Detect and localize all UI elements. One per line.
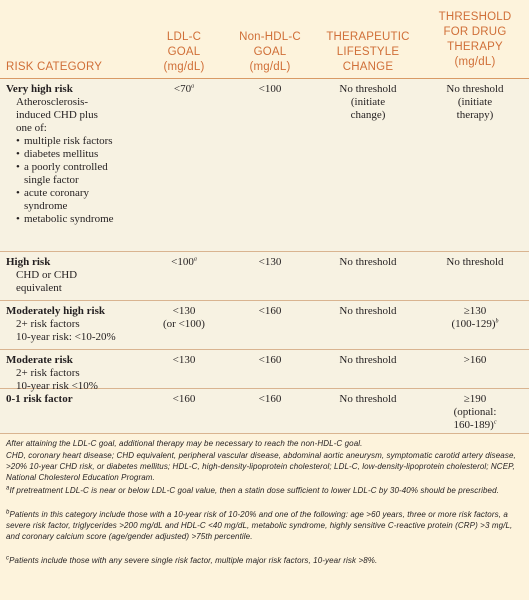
- drug-threshold-cell: ≥130 (100-129)$^b$: [451, 305, 499, 330]
- risk-category-cell: 0-1 risk factor: [6, 393, 73, 405]
- table-row-very-high-risk: [0, 79, 529, 252]
- risk-description: 2+ risk factors 10-year risk: <10-20%: [16, 318, 116, 343]
- table-row-moderately-high-risk: [0, 301, 529, 350]
- drug-threshold-cell: >160: [463, 354, 487, 366]
- list-item: • a poorly controlled single factor: [16, 161, 151, 187]
- drug-threshold-cell: ≥190 (optional: 160-189)$^c$: [453, 393, 497, 431]
- risk-category-cell: Moderately high risk 2+ risk factors 10-year risk: <10-20%: [6, 305, 151, 344]
- ldl-goal-cell: <130: [172, 354, 196, 366]
- ldl-goal-cell: <100$^a$: [171, 256, 197, 268]
- table-header: [0, 0, 529, 79]
- footnote-marker: b: [495, 318, 499, 325]
- lifestyle-cell: No threshold: [339, 256, 397, 268]
- list-item: • diabetes mellitus: [16, 148, 151, 161]
- ldl-goal-cell: <70$^a$: [173, 83, 195, 95]
- risk-factor-list: [6, 135, 151, 226]
- drug-threshold-cell: No threshold (initiate therapy): [446, 83, 504, 121]
- list-item: • metabolic syndrome: [16, 213, 151, 226]
- table-footnotes: [0, 434, 529, 600]
- ldl-goal-cell: <160: [172, 393, 196, 405]
- list-item: • acute coronary syndrome: [16, 187, 151, 213]
- footnote-marker: a: [191, 83, 195, 90]
- nonhdl-goal-cell: <160: [258, 354, 282, 366]
- header-risk-category: RISK CATEGORY: [6, 61, 103, 73]
- footnote-a: $^a$If pretreatment LDL-C is near or below LDL-C goal value, then a statin dose sufficient to lower LDL-C by 30-40% should be prescribed.: [6, 485, 499, 495]
- risk-category-cell: High risk CHD or CHD equivalent: [6, 256, 151, 295]
- ldl-goal-cell: <130 (or <100): [163, 305, 205, 330]
- nonhdl-goal-cell: <130: [258, 256, 282, 268]
- risk-description: Atherosclerosis- induced CHD plus one of:: [16, 96, 98, 134]
- header-drug-threshold: THRESHOLD FOR DRUG THERAPY (mg/dL): [438, 11, 512, 68]
- table-row-0-1-risk-factor: [0, 389, 529, 434]
- header-ldl-goal: LDL-C GOAL (mg/dL): [163, 31, 205, 73]
- footnote-marker: c: [493, 419, 497, 426]
- lifestyle-cell: No threshold: [339, 393, 397, 405]
- nonhdl-goal-cell: <160: [258, 393, 282, 405]
- footnote-c: $^c$Patients include those with any severe single risk factor, multiple major risk factors, 10-year risk >8%.: [6, 555, 378, 565]
- lifestyle-cell: No threshold: [339, 354, 397, 366]
- footnote-goal: After attaining the LDL-C goal, additional therapy may be necessary to reach the non-HDL-C goal.: [6, 439, 363, 448]
- header-nonhdl-goal: Non-HDL-C GOAL (mg/dL): [239, 31, 301, 73]
- footnote-marker: a: [193, 256, 197, 263]
- risk-category-cell: Moderate risk 2+ risk factors 10-year risk <10%: [6, 354, 151, 393]
- lifestyle-cell: No threshold: [339, 305, 397, 317]
- risk-description: 2+ risk factors 10-year risk <10%: [16, 367, 98, 392]
- lifestyle-cell: No threshold (initiate change): [339, 83, 397, 121]
- nonhdl-goal-cell: <100: [258, 83, 282, 95]
- drug-threshold-cell: No threshold: [446, 256, 504, 268]
- table-row-moderate-risk: [0, 350, 529, 392]
- table-row-high-risk: [0, 252, 529, 301]
- header-lifestyle-change: THERAPEUTIC LIFESTYLE CHANGE: [326, 31, 410, 73]
- risk-description: CHD or CHD equivalent: [16, 269, 78, 294]
- footnote-b: $^b$Patients in this category include those with a 10-year risk of 10-20% and one of the following: age >60 years, three or more risk factors, a severe risk factor, triglycerides >200 mg/dL and HDL-C <40 mg/dL, metabolic syndrome, highly sensitive C-reactive protein (CRP) >3 mg/L, and coronary calcium score (age/gender adjusted) >75th percentile.: [6, 509, 513, 541]
- nonhdl-goal-cell: <160: [258, 305, 282, 317]
- risk-category-cell: Very high risk Atherosclerosis- induced CHD plus one of: • multiple risk factors • diabetes mellitus • a poorly controlled single factor • acute coronary syndrome • metabolic syndrome: [6, 83, 151, 226]
- footnote-abbreviations: CHD, coronary heart disease; CHD equivalent, peripheral vascular disease, abdominal aortic aneurysm, symptomatic carotid artery disease, >20% 10-year CHD risk, or diabetes mellitus; HDL-C, high-density-lipoprotein cholesterol; LDL-C, low-density-lipoprotein cholesterol; NCEP, National Cholesterol Education Program.: [6, 451, 516, 482]
- list-item: • multiple risk factors: [16, 135, 151, 148]
